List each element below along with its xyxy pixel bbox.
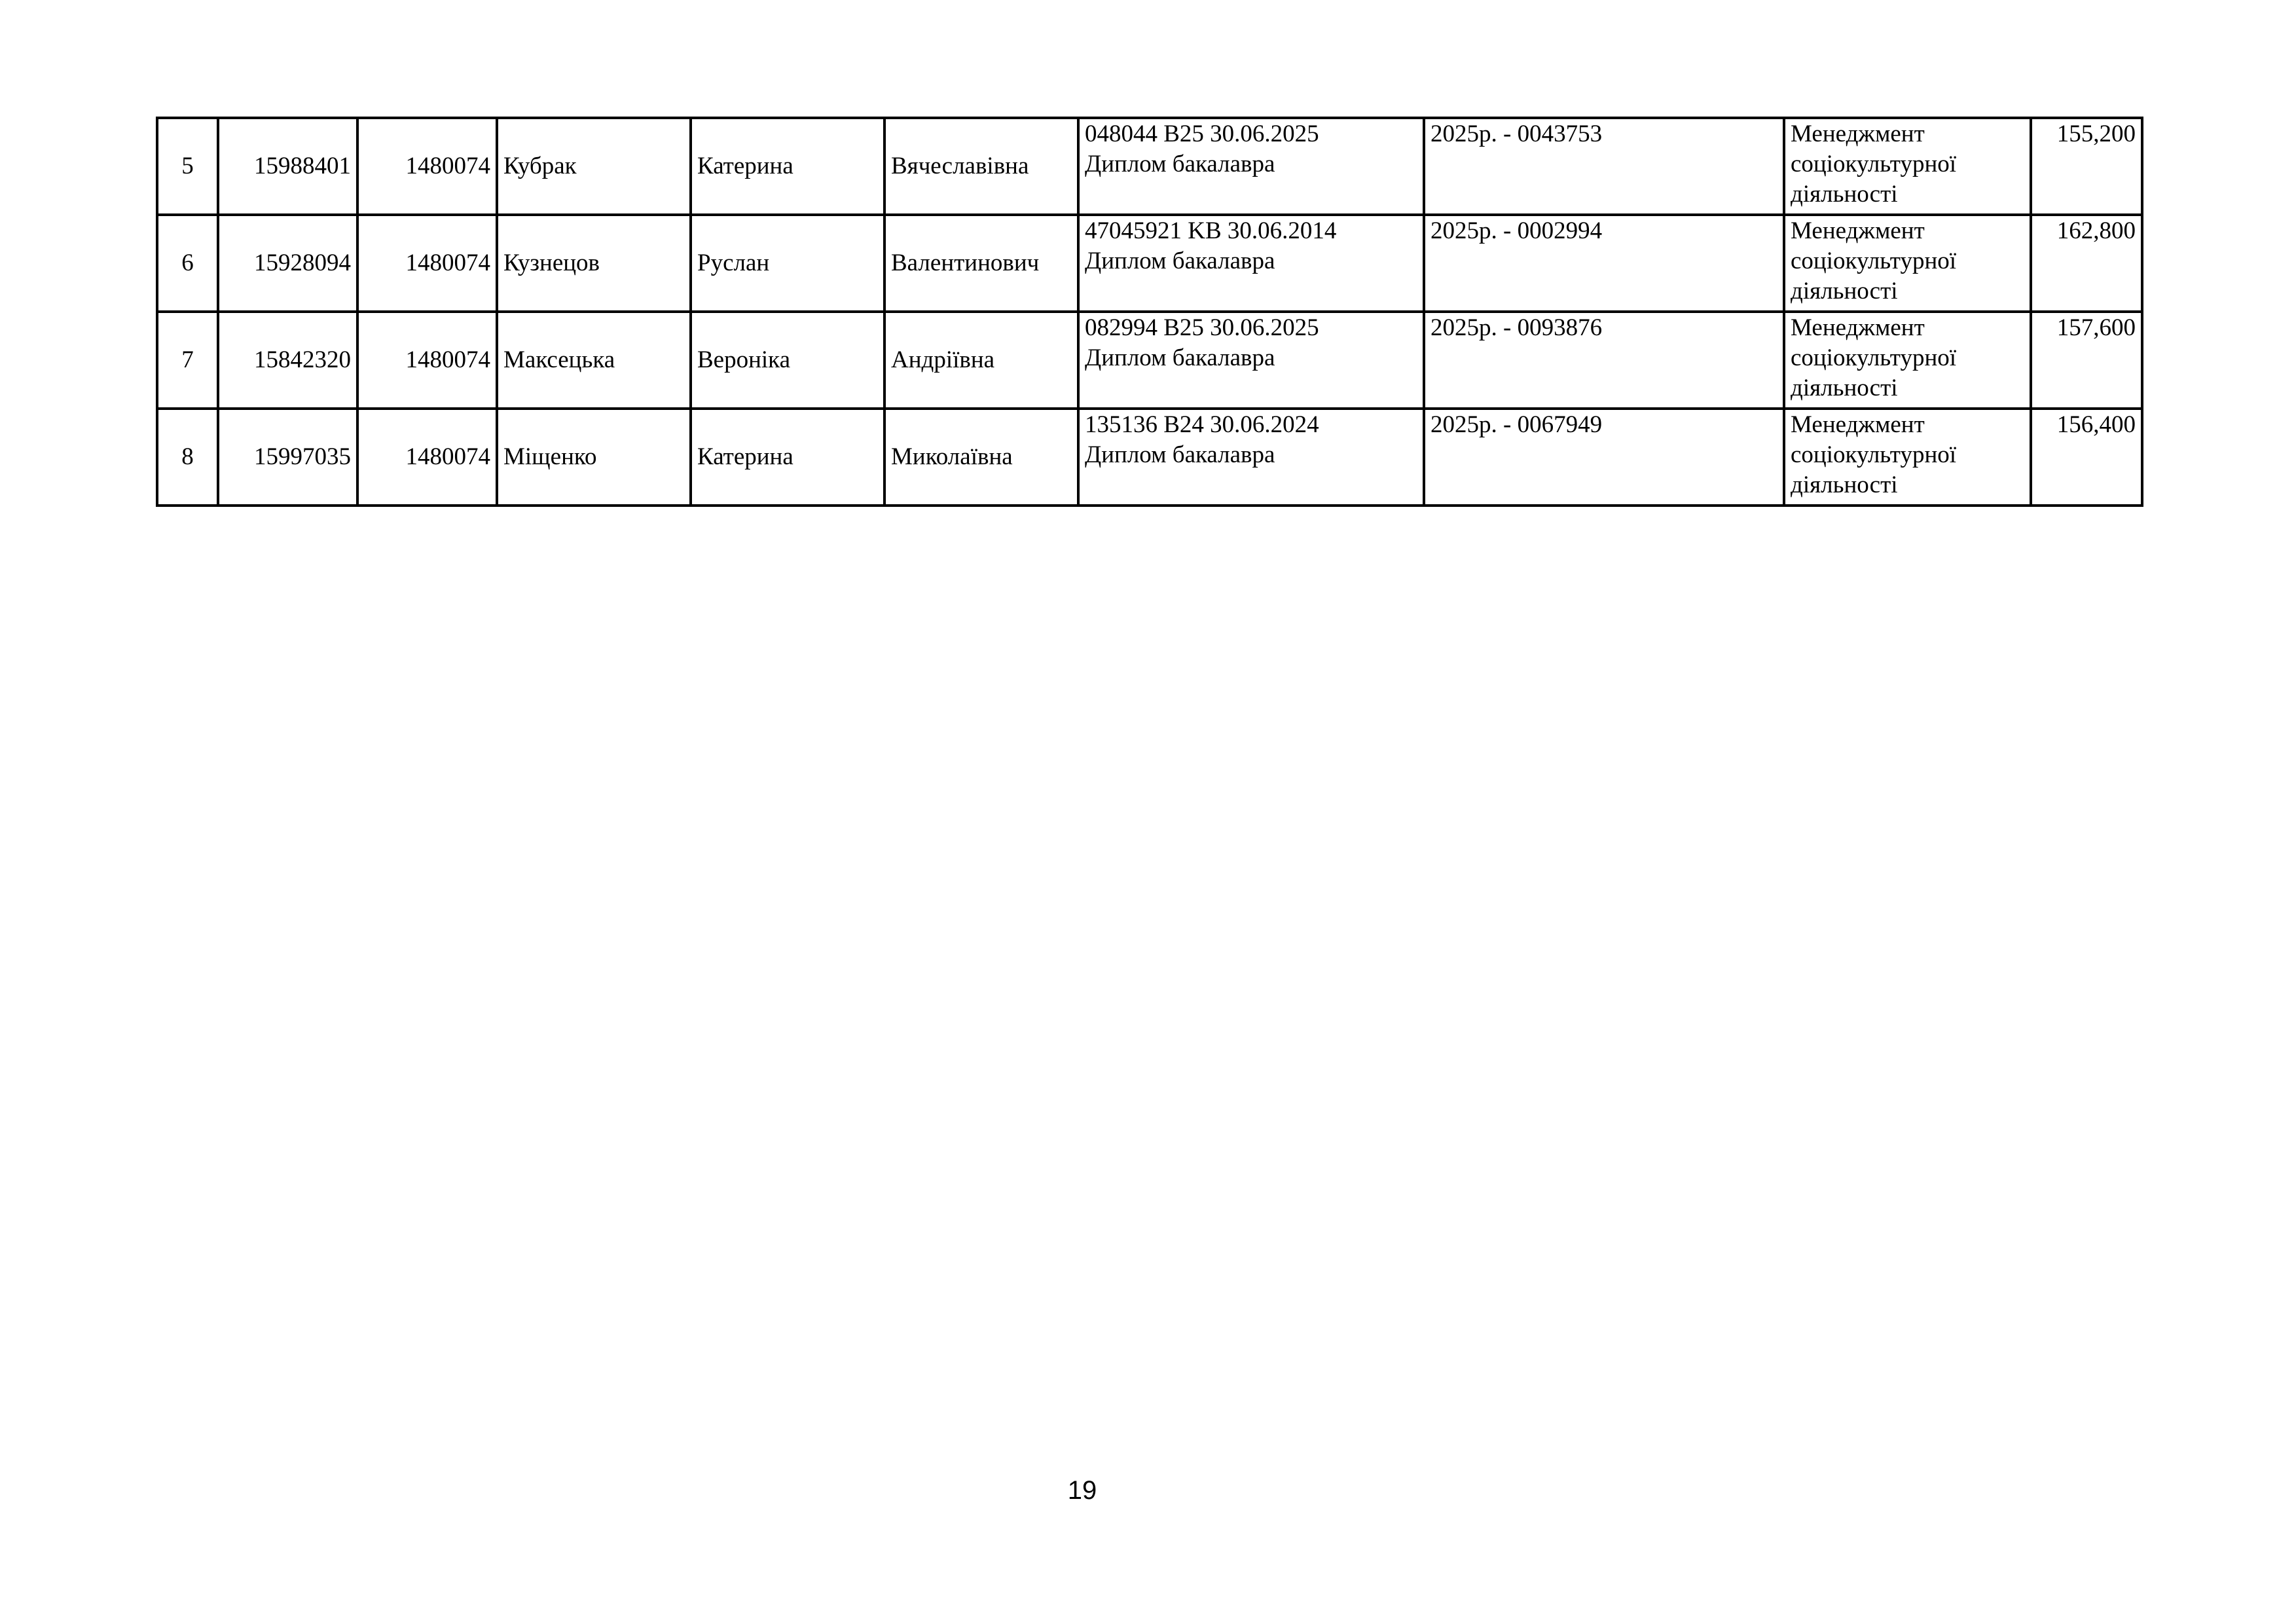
row-number-cell: 7: [157, 312, 218, 409]
specialty-cell: [1784, 312, 2031, 409]
document-type-text: Диплом бакалавра: [1085, 151, 1275, 177]
specialty-cell: [1784, 409, 2031, 506]
applicants-table: [156, 117, 2143, 507]
program-code-cell: 1480074: [357, 118, 497, 215]
patronymic-cell: Валентинович: [884, 215, 1078, 312]
score-cell: 155,200: [2031, 118, 2142, 215]
specialty-line: діяльності: [1791, 471, 1898, 498]
applicant-id-cell: 15842320: [218, 312, 357, 409]
document-number-text: 135136 B24 30.06.2024: [1085, 411, 1319, 438]
first-name-cell: Руслан: [691, 215, 884, 312]
certificate-cell: 2025р. - 0002994: [1424, 215, 1784, 312]
table-row: [157, 312, 2142, 409]
specialty-line: соціокультурної: [1791, 344, 1957, 371]
score-cell: 156,400: [2031, 409, 2142, 506]
surname-cell: Кубрак: [497, 118, 691, 215]
certificate-cell: 2025р. - 0067949: [1424, 409, 1784, 506]
surname-cell: Міщенко: [497, 409, 691, 506]
table-row: [157, 409, 2142, 506]
patronymic-cell: Миколаївна: [884, 409, 1078, 506]
program-code-cell: 1480074: [357, 409, 497, 506]
first-name-cell: Катерина: [691, 409, 884, 506]
education-document-cell: [1078, 215, 1424, 312]
first-name-cell: Катерина: [691, 118, 884, 215]
specialty-line: діяльності: [1791, 278, 1898, 304]
specialty-line: діяльності: [1791, 375, 1898, 401]
certificate-cell: 2025р. - 0043753: [1424, 118, 1784, 215]
certificate-cell: 2025р. - 0093876: [1424, 312, 1784, 409]
page-number: 19: [1067, 1476, 1097, 1505]
patronymic-cell: Андріївна: [884, 312, 1078, 409]
applicant-id-cell: 15997035: [218, 409, 357, 506]
table-row: [157, 118, 2142, 215]
row-number-cell: 8: [157, 409, 218, 506]
applicant-id-cell: 15988401: [218, 118, 357, 215]
education-document-cell: [1078, 118, 1424, 215]
surname-cell: Максецька: [497, 312, 691, 409]
surname-cell: Кузнецов: [497, 215, 691, 312]
document-type-text: Диплом бакалавра: [1085, 248, 1275, 274]
specialty-line: діяльності: [1791, 181, 1898, 208]
row-number-cell: 5: [157, 118, 218, 215]
specialty-line: соціокультурної: [1791, 248, 1957, 274]
row-number-cell: 6: [157, 215, 218, 312]
specialty-line: Менеджмент: [1791, 120, 1925, 147]
patronymic-cell: Вячеславівна: [884, 118, 1078, 215]
specialty-line: соціокультурної: [1791, 151, 1957, 177]
specialty-line: Менеджмент: [1791, 411, 1925, 438]
education-document-cell: [1078, 312, 1424, 409]
score-cell: 162,800: [2031, 215, 2142, 312]
education-document-cell: [1078, 409, 1424, 506]
document-type-text: Диплом бакалавра: [1085, 344, 1275, 371]
program-code-cell: 1480074: [357, 312, 497, 409]
table-row: [157, 215, 2142, 312]
document-number-text: 048044 B25 30.06.2025: [1085, 120, 1319, 147]
applicant-id-cell: 15928094: [218, 215, 357, 312]
first-name-cell: Вероніка: [691, 312, 884, 409]
document-type-text: Диплом бакалавра: [1085, 441, 1275, 468]
specialty-line: Менеджмент: [1791, 314, 1925, 341]
specialty-cell: [1784, 215, 2031, 312]
program-code-cell: 1480074: [357, 215, 497, 312]
specialty-line: Менеджмент: [1791, 217, 1925, 244]
specialty-cell: [1784, 118, 2031, 215]
document-number-text: 47045921 KB 30.06.2014: [1085, 217, 1337, 244]
specialty-line: соціокультурної: [1791, 441, 1957, 468]
score-cell: 157,600: [2031, 312, 2142, 409]
document-number-text: 082994 B25 30.06.2025: [1085, 314, 1319, 341]
